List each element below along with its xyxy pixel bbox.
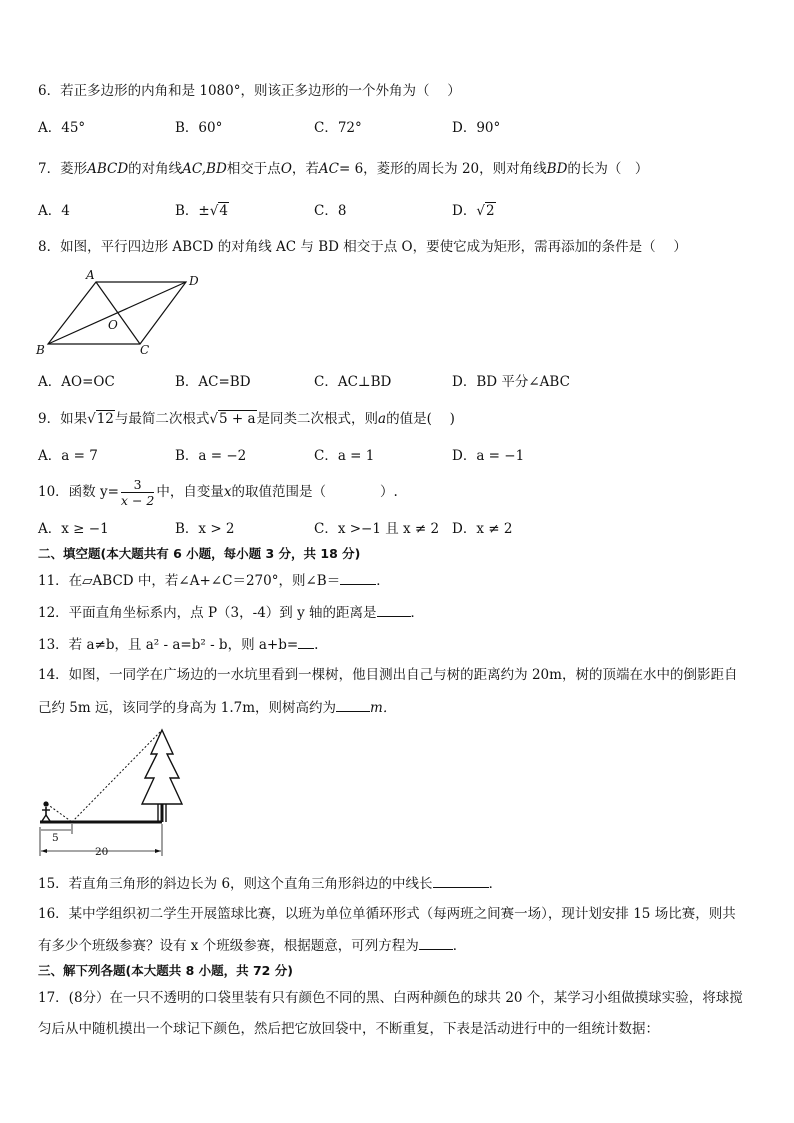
q7-option-d[interactable] [452,202,496,220]
q10-var-x: x [223,484,232,500]
q7-ac: AC [318,161,339,177]
q7-text-3: 相交于点 [226,161,281,177]
q15-text-2: ． [488,876,503,892]
q10-text-2: 中，自变量 [156,484,224,500]
q7-option-b-radicand: 4 [219,203,228,219]
q16-text-2b: ． [452,938,467,954]
dim-label-5: 5 [52,832,59,844]
q6-option-a[interactable]: A．45° [38,120,86,136]
q7-o: O [280,161,292,177]
q9-text-2: 与最简二次根式 [114,411,210,427]
q14-line-2 [38,697,396,717]
label-b: B [36,343,45,357]
q13-stem [38,634,318,654]
q6-stem: 6．若正多边形的内角和是 1080°，则该正多边形的一个外角为（ ） [38,83,461,99]
q7-text-4: ，若 [291,161,319,177]
q7-abcd: ABCD [87,161,129,177]
parallelogram-figure [30,266,210,358]
q12-stem [38,602,424,622]
dim-label-20: 20 [95,846,109,858]
arrow-left-icon [41,849,47,853]
q10-option-d[interactable]: D．x ≠ 2 [452,521,513,537]
q10-option-b[interactable]: B．x > 2 [175,521,235,537]
q8-option-a[interactable]: A．AO=OC [38,374,115,390]
q12-answer-blank[interactable] [377,602,411,617]
q7-option-c[interactable]: C．8 [314,203,347,219]
section-2-heading: 二、填空题(本大题共有 6 小题，每小题 3 分，共 18 分) [38,546,361,561]
q15-answer-blank[interactable] [433,873,489,888]
q14-line-1: 14．如图，一同学在广场边的一水坑里看到一棵树，他目测出自己与树的距离约为 20m，树的顶端在水中的倒影距自 [38,667,738,683]
sqrt-sign-icon: √2 [476,203,495,219]
q15-text-1: 15．若直角三角形的斜边长为 6，则这个直角三角形斜边的中线长 [38,876,433,892]
q7-option-d-radicand: 2 [485,203,495,219]
q8-stem: 8．如图，平行四边形 ABCD 的对角线 AC 与 BD 相交于点 O，要使它成为矩形，需再添加的条件是（ ） [38,239,687,255]
tree-icon [142,730,182,804]
q13-answer-blank[interactable] [298,634,314,649]
q10-text-1: 10．函数 y= [38,484,119,500]
sqrt-sign-icon: √5 + a [209,411,256,427]
q11-answer-blank[interactable] [340,570,376,585]
q13-text-1: 13．若 a≠b，且 a² - a=b² - b，则 a+b= [38,637,299,653]
q11-text-2: ． [376,573,390,589]
q10-option-c[interactable]: C．x >−1 且 x ≠ 2 [314,521,440,537]
sqrt-sign-icon: √12 [87,411,114,427]
q10-fraction [121,477,154,508]
label-o: O [108,318,118,332]
q14-text-2a: 己约 5m 远，该同学的身高为 1.7m，则树高约为 [38,700,337,716]
section-3-heading: 三、解下列各题(本大题共 8 小题，共 72 分) [38,963,293,978]
q7-option-b[interactable] [175,202,229,220]
q7-stem [38,160,648,178]
q16-answer-blank[interactable] [419,935,453,950]
q9-text-3: 是同类二次根式，则 [256,411,379,427]
q15-stem [38,873,502,893]
q9-option-d[interactable]: D．a = −1 [452,448,525,464]
tree-reflection-figure [34,724,194,860]
q12-text-1: 12．平面直角坐标系内，点 P（3，-4）到 y 轴的距离是 [38,605,377,621]
q7-option-b-prefix: B．± [175,203,210,219]
diagonal-bd [48,282,186,344]
q9-text-4: 的值是( ) [386,411,455,427]
arrow-right-icon [155,849,161,853]
q9-var-a: a [378,411,387,427]
q9-radicand-1: 12 [96,411,114,427]
q8-option-c[interactable]: C．AC⊥BD [314,374,392,390]
q12-text-2: ． [410,605,425,621]
q11-text-1: 11．在▱ABCD 中，若∠A+∠C＝270°，则∠B＝ [38,573,341,589]
q10-numerator: 3 [121,477,154,493]
q16-text-2a: 有多少个班级参赛？设有 x 个班级参赛，根据题意，可列方程为 [38,938,419,954]
q8-option-b[interactable]: B．AC=BD [175,374,251,390]
q7-text-2: 的对角线 [128,161,183,177]
label-c: C [140,343,150,357]
q16-line-1: 16．某中学组织初二学生开展篮球比赛，以班为单位单循环形式（每两班之间赛一场），现计划安排 15 场比赛，则共 [38,906,736,922]
q9-radicand-2: 5 + a [219,411,256,427]
q10-text-3: 的取值范围是（ ）. [231,484,398,500]
q7-text-5: = 6，菱形的周长为 20，则对角线 [338,161,547,177]
q14-answer-blank[interactable] [336,697,370,712]
q6-option-d[interactable]: D．90° [452,120,501,136]
q7-acbd: AC,BD [182,161,227,177]
q13-text-2: . [314,637,319,653]
q7-text-1: 7．菱形 [38,161,88,177]
sight-line-eye [47,804,72,822]
q9-option-a[interactable]: A．a = 7 [38,448,98,464]
q9-text-1: 9．如果 [38,411,88,427]
q14-text-2b: m． [370,700,397,716]
q17-line-1: 17．(8分）在一只不透明的口袋里装有只有颜色不同的黑、白两种颜色的球共 20 个，某学习小组做摸球实验，将球搅 [38,990,743,1006]
q6-option-b[interactable]: B．60° [175,120,223,136]
q10-option-a[interactable]: A．x ≥ −1 [38,521,109,537]
q11-stem [38,570,390,590]
label-a: A [86,268,95,282]
q7-option-a[interactable]: A．4 [38,203,70,219]
q7-option-d-prefix: D． [452,203,477,219]
q10-denominator: x − 2 [120,493,155,508]
q7-bd: BD [546,161,568,177]
q17-line-2: 匀后从中随机摸出一个球记下颜色，然后把它放回袋中，不断重复，下表是活动进行中的一组统计数据： [38,1021,659,1037]
person-icon [42,801,50,821]
q6-option-c[interactable]: C．72° [314,120,362,136]
q10-stem [38,476,398,508]
q9-stem [38,410,455,428]
q8-option-d[interactable]: D．BD 平分∠ABC [452,374,570,390]
q9-option-b[interactable]: B．a = −2 [175,448,247,464]
q16-line-2 [38,935,466,955]
q9-option-c[interactable]: C．a = 1 [314,448,375,464]
sqrt-sign-icon: √4 [209,203,228,219]
q7-text-6: 的长为（ ） [567,161,649,177]
label-d: D [189,274,199,288]
